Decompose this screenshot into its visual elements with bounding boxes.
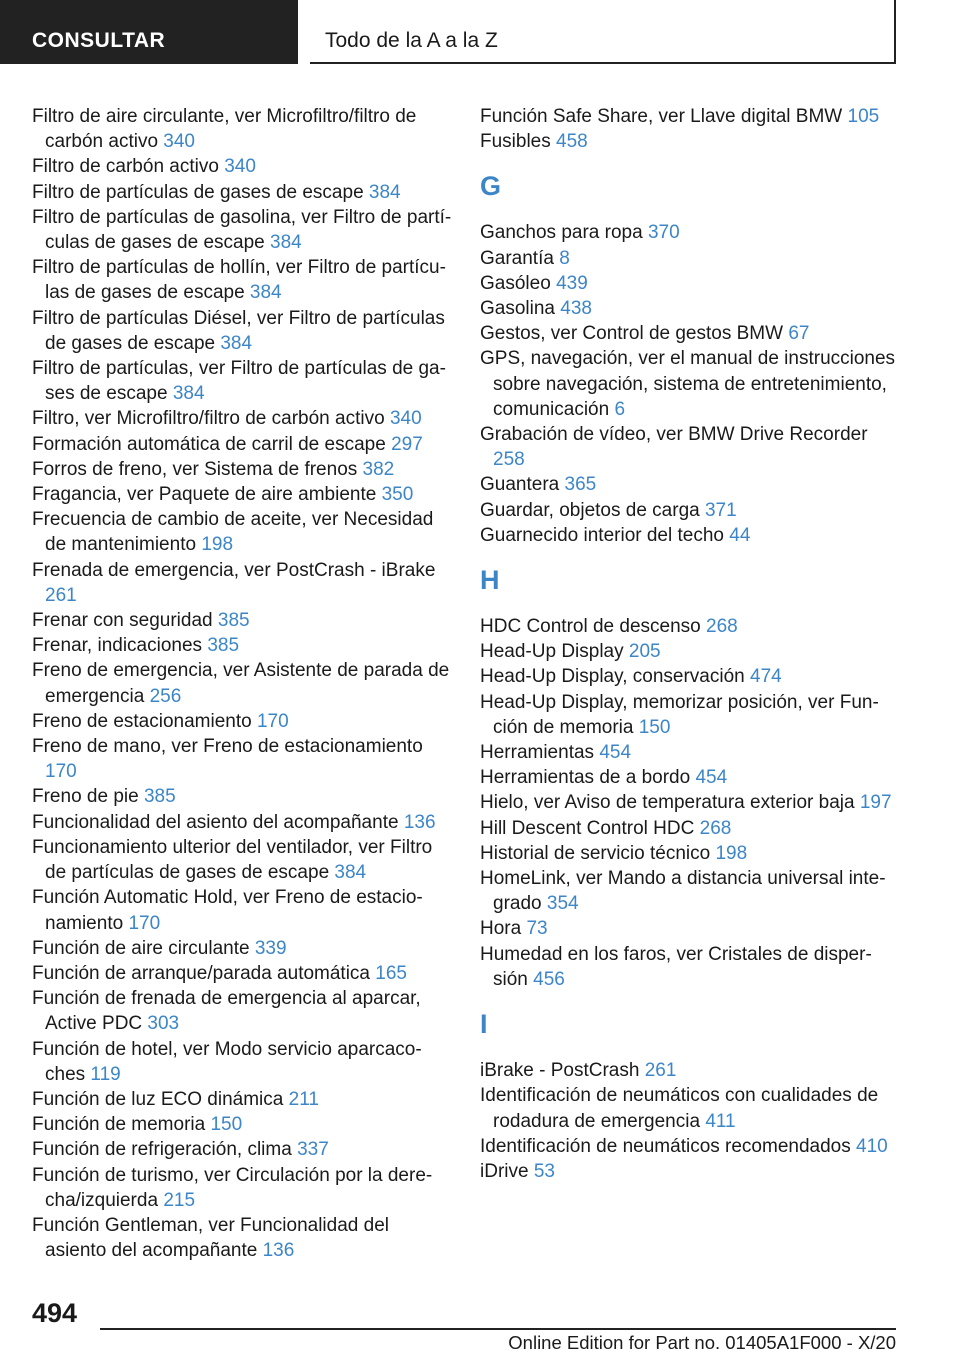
index-entry-text: HDC Control de descenso [480, 616, 701, 638]
page-reference-link[interactable]: 170 [45, 761, 77, 783]
index-entry [32, 709, 452, 734]
index-entry-text: Head-Up Display, memorizar posición, ver Función de memoria [480, 691, 879, 738]
index-entry-text: Frenar con seguridad [32, 610, 213, 632]
index-entry [32, 784, 452, 809]
index-entry-text: Forros de freno, ver Sistema de frenos [32, 458, 358, 480]
index-entry-text: Función Safe Share, ver Llave digital BMW [480, 106, 843, 127]
index-entry-text: Frenada de emergencia, ver PostCrash - iBrake [32, 559, 436, 581]
index-entry [480, 664, 900, 689]
index-entry [32, 961, 452, 986]
page-reference-link[interactable]: 261 [644, 1060, 677, 1082]
index-entry-text: iDrive [480, 1160, 529, 1182]
index-entry [480, 129, 900, 154]
index-entry [32, 205, 452, 255]
page-reference-link[interactable]: 410 [856, 1135, 888, 1157]
index-entry [480, 765, 900, 790]
index-entry [480, 816, 900, 841]
index-entry [32, 180, 452, 205]
index-entry-text: Humedad en los faros, ver Cristales de dispersión [480, 943, 872, 990]
page-reference-link[interactable]: 384 [172, 383, 205, 405]
page-reference-link[interactable]: 105 [847, 106, 880, 127]
index-entry [480, 472, 900, 497]
index-entry-text: Filtro de partículas Diésel, ver Filtro de partículas de gases de escape [32, 307, 445, 354]
index-entry [32, 1137, 452, 1162]
index-entry [32, 885, 452, 935]
index-entry [480, 841, 900, 866]
page-reference-link[interactable]: 350 [381, 484, 414, 506]
index-entry-text: GPS, navegación, ver el manual de instrucciones sobre navegación, sistema de entretenimiento, comunicación [480, 348, 896, 420]
page-reference-link[interactable]: 170 [256, 710, 289, 732]
index-entry-text: Funcionamiento ulterior del ventilador, ver Filtro de partículas de gases de escape [32, 836, 433, 884]
index-entry-text: Identificación de neumáticos recomendados [480, 1135, 851, 1157]
page-reference-link[interactable]: 365 [564, 474, 597, 496]
index-entry [32, 432, 452, 457]
index-entry-text: iBrake - PostCrash [480, 1060, 640, 1082]
page-reference-link[interactable]: 382 [362, 458, 395, 480]
index-entry [480, 866, 900, 916]
page-reference-link[interactable]: 474 [750, 666, 782, 688]
index-entry [32, 1037, 452, 1087]
index-entry [32, 1213, 452, 1263]
index-entry [32, 507, 452, 557]
section-tab [0, 0, 298, 64]
page-reference-link[interactable]: 268 [706, 616, 738, 638]
index-entry [480, 346, 900, 422]
index-entry [32, 835, 452, 885]
index-entry [480, 246, 900, 271]
page-reference-link[interactable]: 268 [699, 817, 732, 839]
page-reference-link[interactable]: 8 [559, 247, 570, 269]
index-entry [32, 658, 452, 708]
page-reference-link[interactable]: 354 [546, 893, 579, 915]
index-entry-text: Función Gentleman, ver Funcionalidad del asiento del acompañante [32, 1214, 389, 1262]
index-entry-text: Gasolina [480, 298, 555, 320]
index-entry [480, 740, 900, 765]
index-entry-text: Ganchos para ropa [480, 222, 643, 244]
index-entry-text: Función de arranque/parada automática [32, 962, 371, 984]
index-entry [32, 306, 452, 356]
section-tab-label: CONSULTAR [32, 29, 166, 52]
page-reference-link[interactable]: 384 [334, 862, 367, 884]
page-reference-link[interactable]: 150 [638, 716, 671, 738]
page-reference-link[interactable]: 454 [599, 742, 632, 764]
index-entry [480, 321, 900, 346]
section-letter-heading: G [480, 171, 502, 202]
index-entry-text: Filtro de partículas de gasolina, ver Filtro de partículas de gases de escape [32, 206, 452, 254]
page-reference-link[interactable]: 340 [163, 131, 195, 153]
page-reference-link[interactable]: 340 [389, 408, 422, 430]
page-reference-link[interactable]: 385 [217, 610, 250, 632]
index-entry-text: Fusibles [480, 131, 551, 153]
page-reference-link[interactable]: 261 [45, 584, 77, 606]
page-reference-link[interactable]: 44 [729, 524, 751, 546]
index-entry [32, 356, 452, 406]
page-reference-link[interactable]: 370 [647, 222, 680, 244]
index-entry-text: Función de luz ECO dinámica [32, 1088, 284, 1110]
page-reference-link[interactable]: 198 [715, 842, 748, 864]
index-entry [480, 614, 900, 639]
index-entry [32, 154, 452, 179]
index-entry [480, 790, 900, 815]
page-reference-link[interactable]: 73 [526, 918, 548, 940]
index-entry [32, 1163, 452, 1213]
index-entry-text: Identificación de neumáticos con cualidades de rodadura de emergencia [480, 1085, 879, 1132]
index-entry-text: Freno de estacionamiento [32, 710, 252, 732]
chapter-title-box [310, 0, 896, 64]
page-number: 494 [32, 1298, 78, 1328]
chapter-title: Todo de la A a la Z [325, 29, 498, 52]
index-entry [32, 482, 452, 507]
index-entry [32, 1087, 452, 1112]
index-entry-text: HomeLink, ver Mando a distancia universal integrado [480, 868, 886, 915]
index-entry-text: Hill Descent Control HDC [480, 817, 695, 839]
page-reference-link[interactable]: 211 [288, 1088, 319, 1110]
index-entry [480, 220, 900, 245]
index-entry [32, 986, 452, 1036]
index-entry [480, 1134, 900, 1159]
page-reference-link[interactable]: 303 [147, 1013, 180, 1035]
index-entry-text: Freno de emergencia, ver Asistente de parada de emergencia [32, 660, 450, 707]
index-entry-text: Guantera [480, 474, 560, 496]
index-entry-text: Función de turismo, ver Circulación por la derecha/izquierda [32, 1164, 433, 1211]
index-entry-text: Frecuencia de cambio de aceite, ver Necesidad de mantenimiento [32, 509, 434, 556]
index-entry-text: Función de frenada de emergencia al aparcar, Active PDC [32, 988, 421, 1035]
index-entry [32, 810, 452, 835]
index-entry-text: Filtro de aire circulante, ver Microfiltro/filtro de carbón activo [32, 106, 417, 153]
page-reference-link[interactable]: 337 [297, 1139, 329, 1161]
index-entry-text: Filtro de partículas, ver Filtro de partículas de gases de escape [32, 358, 446, 405]
page-reference-link[interactable]: 384 [368, 181, 401, 203]
index-entry-text: Head-Up Display [480, 641, 624, 663]
index-entry [32, 1112, 452, 1137]
page-reference-link[interactable]: 198 [201, 534, 234, 556]
index-entry-text: Guardar, objetos de carga [480, 499, 700, 521]
index-entry [480, 639, 900, 664]
index-entry-text: Grabación de vídeo, ver BMW Drive Recorder [480, 424, 868, 446]
index-entry [480, 690, 900, 740]
page-reference-link[interactable]: 136 [403, 811, 436, 833]
index-entry-text: Función de refrigeración, clima [32, 1139, 292, 1161]
page-reference-link[interactable]: 150 [210, 1114, 243, 1136]
page-reference-link[interactable]: 53 [533, 1160, 555, 1182]
section-letter-heading: H [480, 565, 500, 596]
index-entry-text: Gasóleo [480, 272, 551, 294]
page-reference-link[interactable]: 385 [143, 786, 176, 808]
index-entry [32, 558, 452, 608]
index-entry-text: Herramientas de a bordo [480, 767, 691, 789]
page-reference-link[interactable]: 371 [704, 499, 737, 521]
index-entry-text: Función de memoria [32, 1114, 206, 1136]
index-entry [480, 104, 900, 129]
index-entry-text: Frenar, indicaciones [32, 635, 203, 657]
page-reference-link[interactable]: 297 [391, 433, 423, 455]
index-entry-text: Gestos, ver Control de gestos BMW [480, 323, 784, 345]
index-entry [32, 104, 452, 154]
index-entry-text: Freno de mano, ver Freno de estacionamiento [32, 736, 423, 758]
page-reference-link[interactable]: 170 [128, 912, 161, 934]
index-entry [32, 406, 452, 431]
page-reference-link[interactable]: 339 [254, 937, 287, 959]
index-entry-text: Filtro de partículas de hollín, ver Filtro de partículas de gases de escape [32, 257, 446, 304]
page-reference-link[interactable]: 6 [614, 398, 626, 420]
page-reference-link[interactable]: 439 [556, 272, 588, 294]
page-reference-link[interactable]: 340 [224, 156, 256, 178]
page-reference-link[interactable]: 165 [375, 962, 407, 984]
index-entry [480, 498, 900, 523]
section-letter-heading: I [480, 1009, 488, 1040]
index-entry-text: Función de hotel, ver Modo servicio aparcacoches [32, 1038, 422, 1085]
index-entry-text: Función Automatic Hold, ver Freno de estacionamiento [32, 887, 423, 934]
index-column-right [480, 104, 900, 1184]
page-reference-link[interactable]: 258 [493, 449, 525, 471]
index-entry-text: Historial de servicio técnico [480, 842, 711, 864]
page-reference-link[interactable]: 454 [695, 767, 728, 789]
index-entry-text: Herramientas [480, 742, 595, 764]
page-reference-link[interactable]: 411 [705, 1110, 736, 1132]
footer-edition: Online Edition for Part no. 01405A1F000 - X/20 [508, 1332, 896, 1353]
index-entry [480, 942, 900, 992]
index-entry-text: Hielo, ver Aviso de temperatura exterior baja [480, 792, 855, 814]
page-reference-link[interactable]: 438 [560, 298, 592, 320]
page-reference-link[interactable]: 197 [859, 792, 892, 814]
index-entry [480, 916, 900, 941]
index-entry-text: Filtro de partículas de gases de escape [32, 181, 364, 203]
index-entry [480, 1159, 900, 1184]
index-entry [480, 1083, 900, 1133]
index-entry [32, 457, 452, 482]
index-column-left [32, 104, 452, 1263]
index-entry [32, 734, 452, 784]
index-entry [480, 296, 900, 321]
index-entry [32, 633, 452, 658]
page-reference-link[interactable]: 215 [163, 1189, 196, 1211]
page-reference-link[interactable]: 385 [207, 635, 240, 657]
page-reference-link[interactable]: 458 [556, 131, 588, 153]
index-entry-text: Formación automática de carril de escape [32, 433, 386, 455]
index-entry-text: Filtro de carbón activo [32, 156, 219, 178]
index-entry-text: Garantía [480, 247, 554, 269]
page-reference-link[interactable]: 119 [90, 1063, 121, 1085]
index-entry [32, 936, 452, 961]
page-reference-link[interactable]: 456 [533, 968, 565, 990]
index-entry [32, 608, 452, 633]
index-entry-text: Fragancia, ver Paquete de aire ambiente [32, 484, 377, 506]
index-entry-text: Guarnecido interior del techo [480, 524, 724, 546]
footer-divider [100, 1328, 896, 1330]
index-entry [480, 422, 900, 472]
index-entry [480, 271, 900, 296]
page-reference-link[interactable]: 384 [270, 232, 302, 254]
page-reference-link[interactable]: 205 [628, 641, 661, 663]
page-reference-link[interactable]: 256 [149, 685, 182, 707]
index-entry-text: Freno de pie [32, 786, 139, 808]
page-reference-link[interactable]: 67 [788, 323, 810, 345]
page-reference-link[interactable]: 384 [249, 282, 282, 304]
page-reference-link[interactable]: 384 [220, 332, 253, 354]
index-entry-text: Funcionalidad del asiento del acompañante [32, 811, 399, 833]
page-reference-link[interactable]: 136 [262, 1240, 295, 1262]
index-entry-text: Head-Up Display, conservación [480, 666, 745, 688]
index-entry [480, 1058, 900, 1083]
index-entry [480, 523, 900, 548]
index-entry-text: Filtro, ver Microfiltro/filtro de carbón activo [32, 408, 385, 430]
index-entry-text: Hora [480, 918, 522, 940]
index-entry [32, 255, 452, 305]
index-entry-text: Función de aire circulante [32, 937, 250, 959]
